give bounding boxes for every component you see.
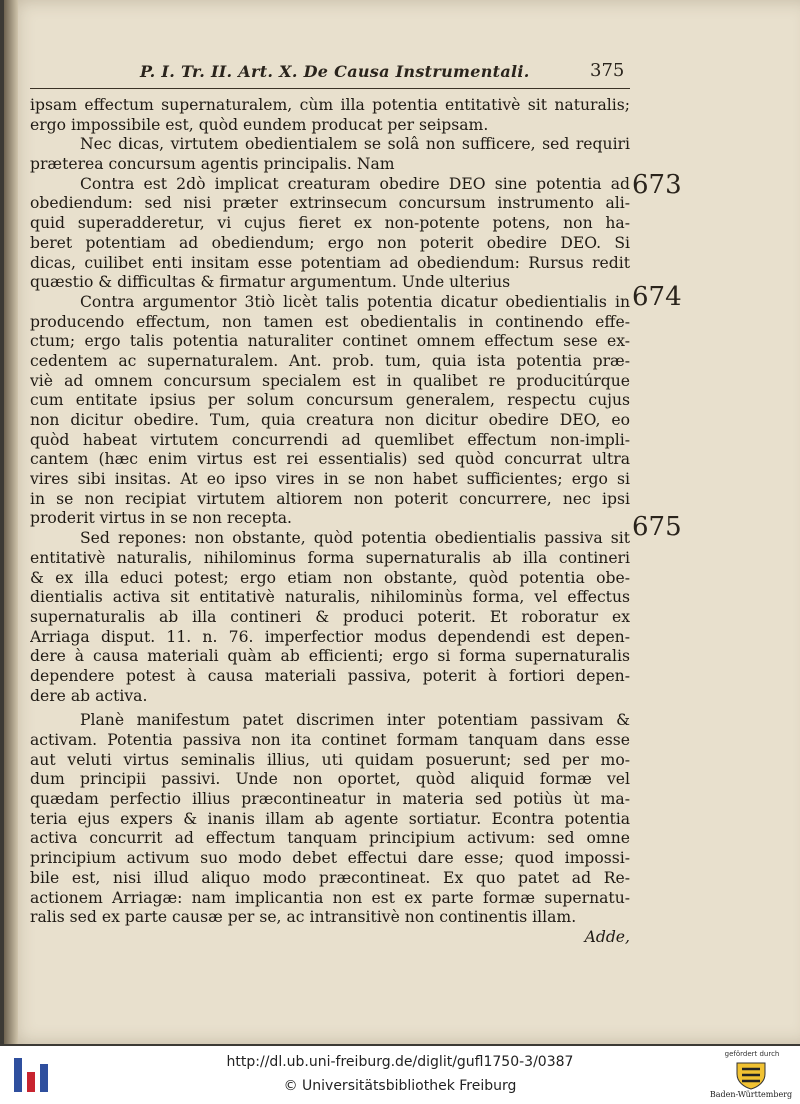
text-line: & ex illa educi potest; ergo etiam non obstante, quòd potentia obe- bbox=[30, 568, 630, 587]
text-line: cantem (hæc enim virtus est rei essentialis) sed quòd concurrat ultra bbox=[30, 450, 630, 469]
text-line: dientialis activa sit entitativè naturalis, nihilominùs forma, vel effectus bbox=[30, 588, 630, 607]
text-line: in se non recipiat virtutem altiorem non poterit concurrere, nec ipsi bbox=[30, 489, 630, 508]
text-line: præterea concursum agentis principalis. Nam bbox=[30, 155, 395, 174]
catchword: Adde, bbox=[584, 927, 630, 946]
running-head-title: P. I. Tr. II. Art. X. De Causa Instrumentali. bbox=[140, 62, 530, 81]
text-line: dicas, cuilibet enti insitam esse potentiam ad obediendum: Rursus redit bbox=[30, 253, 630, 272]
text-line: aut veluti virtus seminalis illius, uti quidam posuerunt; sed per mo- bbox=[30, 750, 630, 769]
text-line: quædam perfectio illius præcontineatur in materia sed potiùs ùt ma- bbox=[30, 790, 630, 809]
text-line: dere à causa materiali quàm ab efficienti; ergo si forma supernaturalis bbox=[30, 647, 630, 666]
text-line: entitativè naturalis, nihilominus forma supernaturalis ab illa contineri bbox=[30, 548, 630, 567]
text-line: actionem Arriagæ: nam implicantia non est ex parte formæ supernatu- bbox=[30, 888, 630, 907]
text-line: ctum; ergo talis potentia naturaliter continet omnem effectum sese ex- bbox=[30, 332, 630, 351]
text-line: quæstio & difficultas & firmatur argumentum. Unde ulterius bbox=[30, 273, 511, 292]
text-line: dere ab activa. bbox=[30, 686, 148, 705]
coat-of-arms-icon bbox=[734, 1060, 768, 1090]
viewer-footer bbox=[0, 1046, 800, 1104]
running-head-rule bbox=[30, 88, 630, 89]
text-line: ralis sed ex parte causæ per se, ac intransitivè non continentis illam. bbox=[30, 908, 577, 927]
text-line: quid superadderetur, vi cujus fieret ex non-potente potens, non ha- bbox=[30, 214, 630, 233]
text-line: Arriaga disput. 11. n. 76. imperfectior modus dependendi est depen- bbox=[30, 627, 630, 646]
text-line: Contra argumentor 3tiò licèt talis potentia dicatur obedientialis in bbox=[80, 292, 630, 311]
permalink-link[interactable]: http://dl.ub.uni-freiburg.de/diglit/gufl1750-3/0387 bbox=[226, 1054, 574, 1070]
margin-number: 674 bbox=[632, 282, 682, 312]
page-number: 375 bbox=[590, 60, 625, 81]
text-line: Nec dicas, virtutem obedientialem se solâ non sufficere, sed requiri bbox=[80, 135, 630, 154]
text-line: cedentem ac supernaturalem. Ant. prob. tum, quia ista potentia præ- bbox=[30, 351, 630, 370]
text-line: dum principii passivi. Unde non oportet, quòd aliquid formæ vel bbox=[30, 770, 630, 789]
text-line: obediendum: sed nisi præter extrinsecum concursum instrumento ali- bbox=[30, 194, 630, 213]
text-line: dependere potest à causa materiali passiva, poterit à fortiori depen- bbox=[30, 666, 630, 685]
text-line: producendo effectum, non tamen est obedientalis in continendo effe- bbox=[30, 312, 630, 331]
copyright-text: © Universitätsbibliothek Freiburg bbox=[283, 1078, 517, 1094]
text-line: quòd habeat virtutem concurrendi ad quemlibet effectum non-impli- bbox=[30, 430, 630, 449]
margin-number: 675 bbox=[632, 512, 682, 542]
sponsor-name: Baden-Württemberg bbox=[709, 1090, 793, 1099]
text-line: ipsam effectum supernaturalem, cùm illa potentia entitativè sit naturalis; bbox=[30, 96, 630, 114]
text-line: supernaturalis ab illa contineri & produci poterit. Et roboratur ex bbox=[30, 607, 630, 626]
page-gutter-shadow bbox=[4, 0, 18, 1044]
running-head bbox=[30, 58, 630, 88]
text-line: vires sibi insitas. At eo ipso vires in se non habet sufficientes; ergo si bbox=[30, 470, 630, 489]
text-line: non dicitur obedire. Tum, quia creatura non dicitur obedire DEO, eo bbox=[30, 411, 630, 429]
text-line: activa concurrit ad effectum tanquam principium activum: sed omne bbox=[30, 829, 630, 848]
text-line: Planè manifestum patet discrimen inter potentiam passivam & bbox=[80, 711, 630, 730]
sponsor-label: gefördert durch bbox=[724, 1050, 780, 1058]
text-line: Sed repones: non obstante, quòd potentia obedientialis passiva sit bbox=[80, 529, 630, 548]
text-line: beret potentiam ad obediendum; ergo non poterit obedire DEO. Si bbox=[30, 233, 630, 252]
text-line: proderit virtus in se non recepta. bbox=[30, 509, 292, 528]
text-line: ergo impossibile est, quòd eundem producat per seipsam. bbox=[30, 115, 489, 134]
margin-number: 673 bbox=[632, 170, 682, 200]
text-line: activam. Potentia passiva non ita continet formam tanquam dans esse bbox=[30, 731, 630, 749]
text-line: Contra est 2dò implicat creaturam obedire DEO sine potentia ad bbox=[80, 174, 630, 193]
text-line: cum entitate ipsius per solum concursum generalem, respectu cujus bbox=[30, 391, 630, 410]
text-line: bile est, nisi illud aliquo modo præcontineat. Ex quo patet ad Re- bbox=[30, 868, 630, 887]
text-line: viè ad omnem concursum specialem est in qualibet re producitúrque bbox=[30, 371, 630, 390]
text-line: teria ejus expers & inanis illam ab agente sortiatur. Econtra potentia bbox=[30, 809, 630, 828]
body-text bbox=[30, 96, 630, 948]
text-line: principium activum suo modo debet effectui dare esse; quod impossi- bbox=[30, 849, 630, 868]
